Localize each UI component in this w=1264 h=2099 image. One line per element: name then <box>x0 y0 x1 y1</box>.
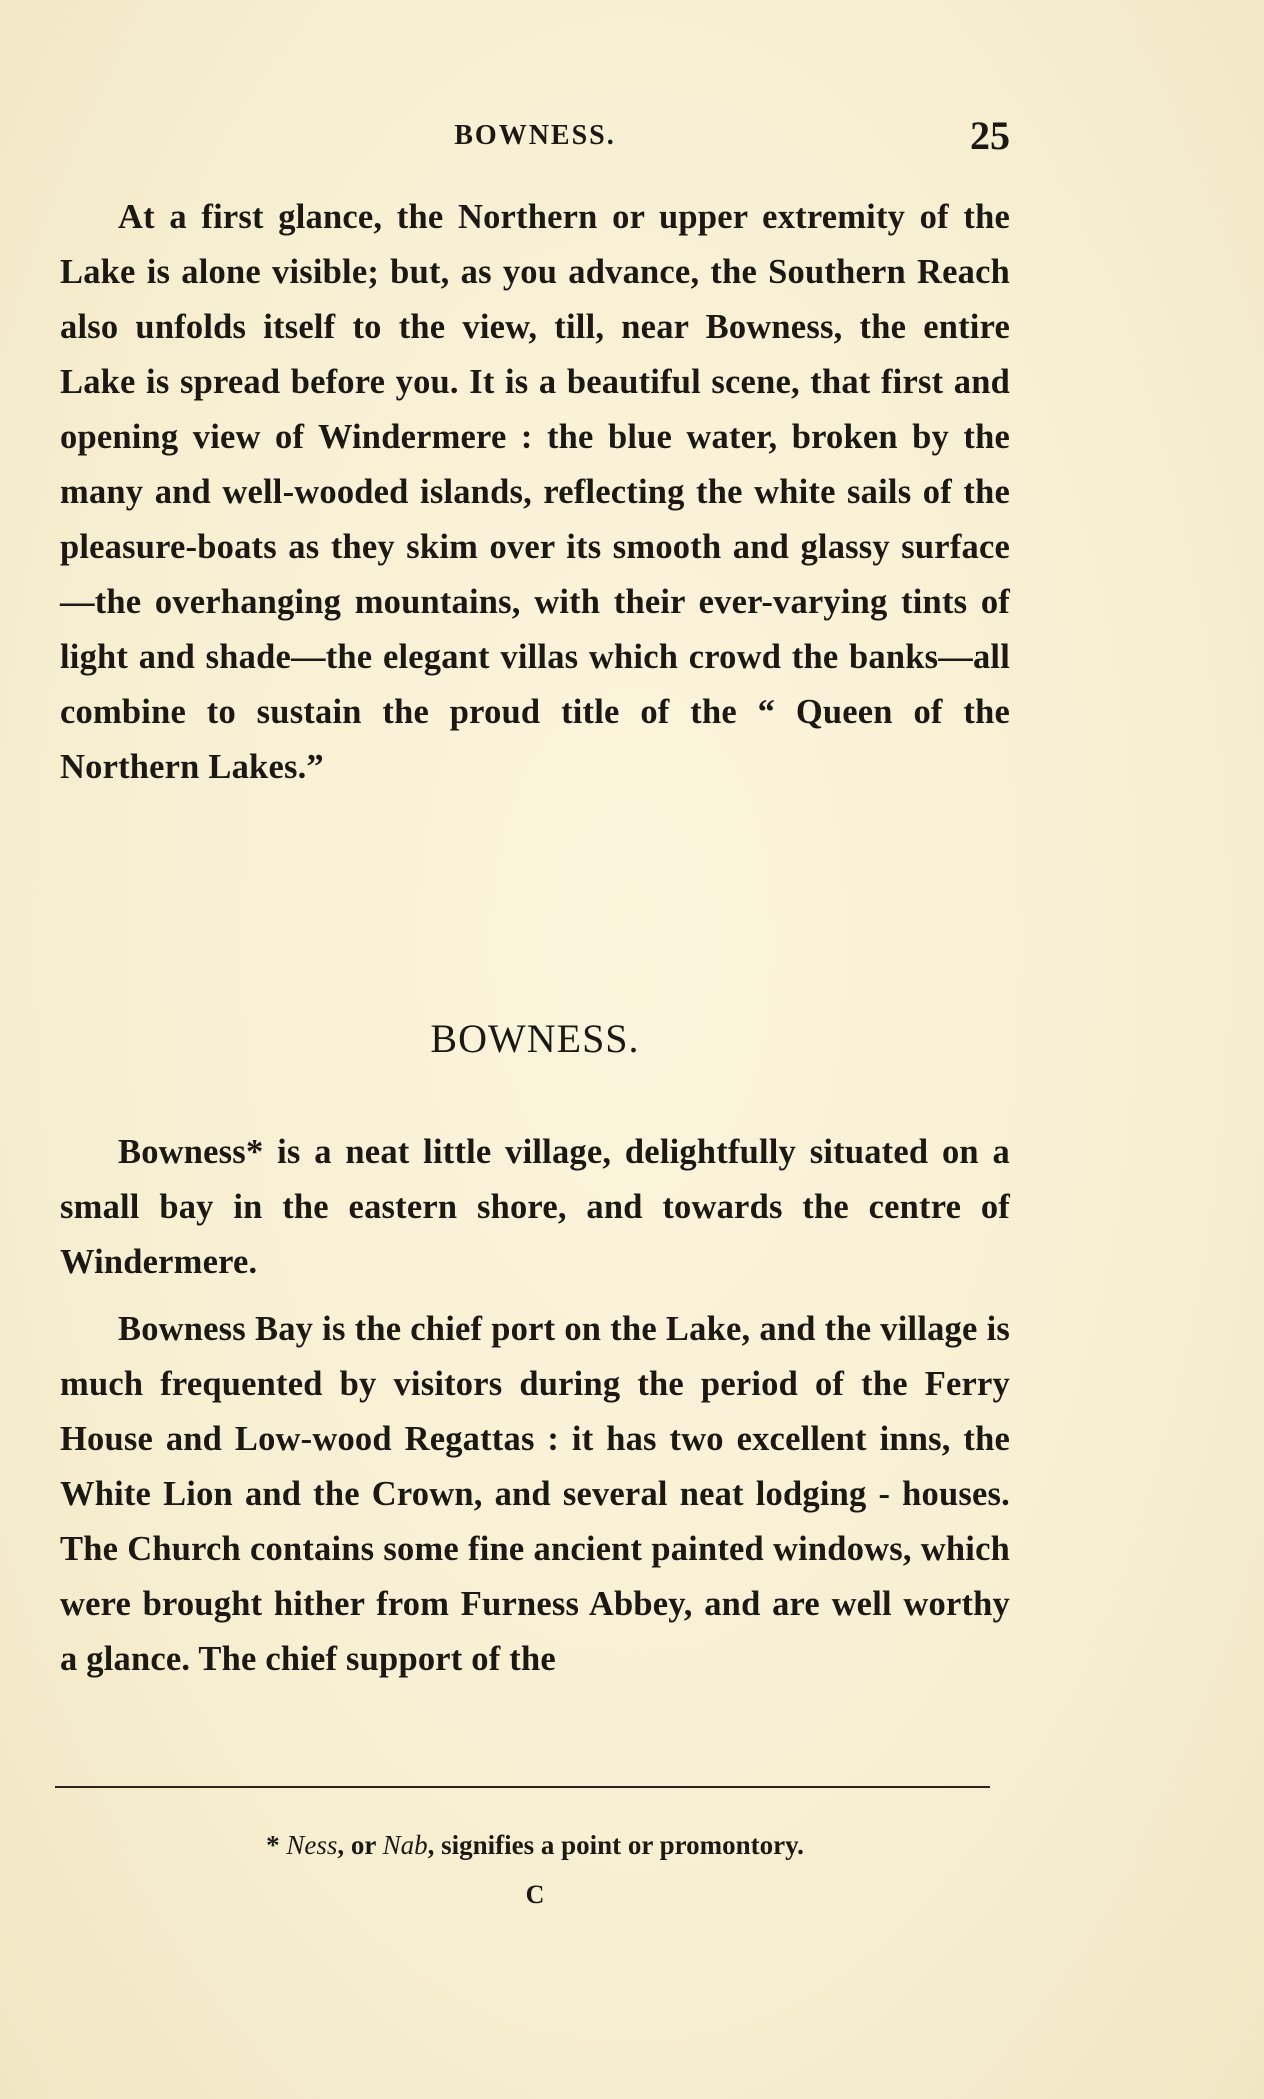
paragraph-text: At a first glance, the Northern or upper extremity of the Lake is alone visible; but, as you advance, the Southern Reach also unfolds itself to the view, till, near Bowness, the entire Lake is spread before you. It is a beautiful scene, that first and opening view of Windermere : the blue water, broken by the many and well-wooded islands, reflecting the white sails of the pleasure-boats as they skim over its smooth and glassy surface—the overhanging mountains, with their ever-varying tints of light and shade—the elegant villas which crowd the banks—all combine to sustain the proud title of the “ Queen of the Northern Lakes.” <box>60 198 1010 786</box>
signature-mark: C <box>525 1880 545 1909</box>
running-head: BOWNESS. <box>454 120 616 151</box>
footnote-divider <box>55 1786 990 1788</box>
footnote-term-nab: Nab <box>382 1830 428 1860</box>
page-number: 25 <box>970 113 1010 158</box>
paragraph-bowness <box>60 1125 1010 1290</box>
paragraph-bay <box>60 1302 1010 1687</box>
section-heading: BOWNESS. <box>430 1016 640 1061</box>
paragraph-text: Bowness Bay is the chief port on the Lake, and the village is much frequented by visitors during the period of the Ferry House and Low-wood Regattas : it has two excellent inns, the White Lion and the Crown, and several neat lodging - houses. The Church contains some fine ancient painted windows, which were brought hither from Furness Abbey, and are well worthy a glance. The chief support of the <box>60 1310 1010 1678</box>
paragraph-text <box>60 1125 1010 1290</box>
footnote-mark: * <box>266 1830 280 1860</box>
paragraph-rest: is a neat little village, delightfully situated on a small bay in the eastern shore, and towards the centre of Windermere. <box>60 1133 1010 1281</box>
footnote-text: , signifies a point or promontory. <box>427 1830 804 1860</box>
footnote-reference: * <box>245 1133 264 1171</box>
page-header <box>60 112 1010 172</box>
footnote-term-ness: Ness <box>286 1830 338 1860</box>
paragraph-start: Bowness <box>118 1133 246 1171</box>
paragraph-intro <box>60 190 1010 795</box>
footnote <box>60 1830 1010 1861</box>
footnote-separator: , or <box>337 1830 383 1860</box>
